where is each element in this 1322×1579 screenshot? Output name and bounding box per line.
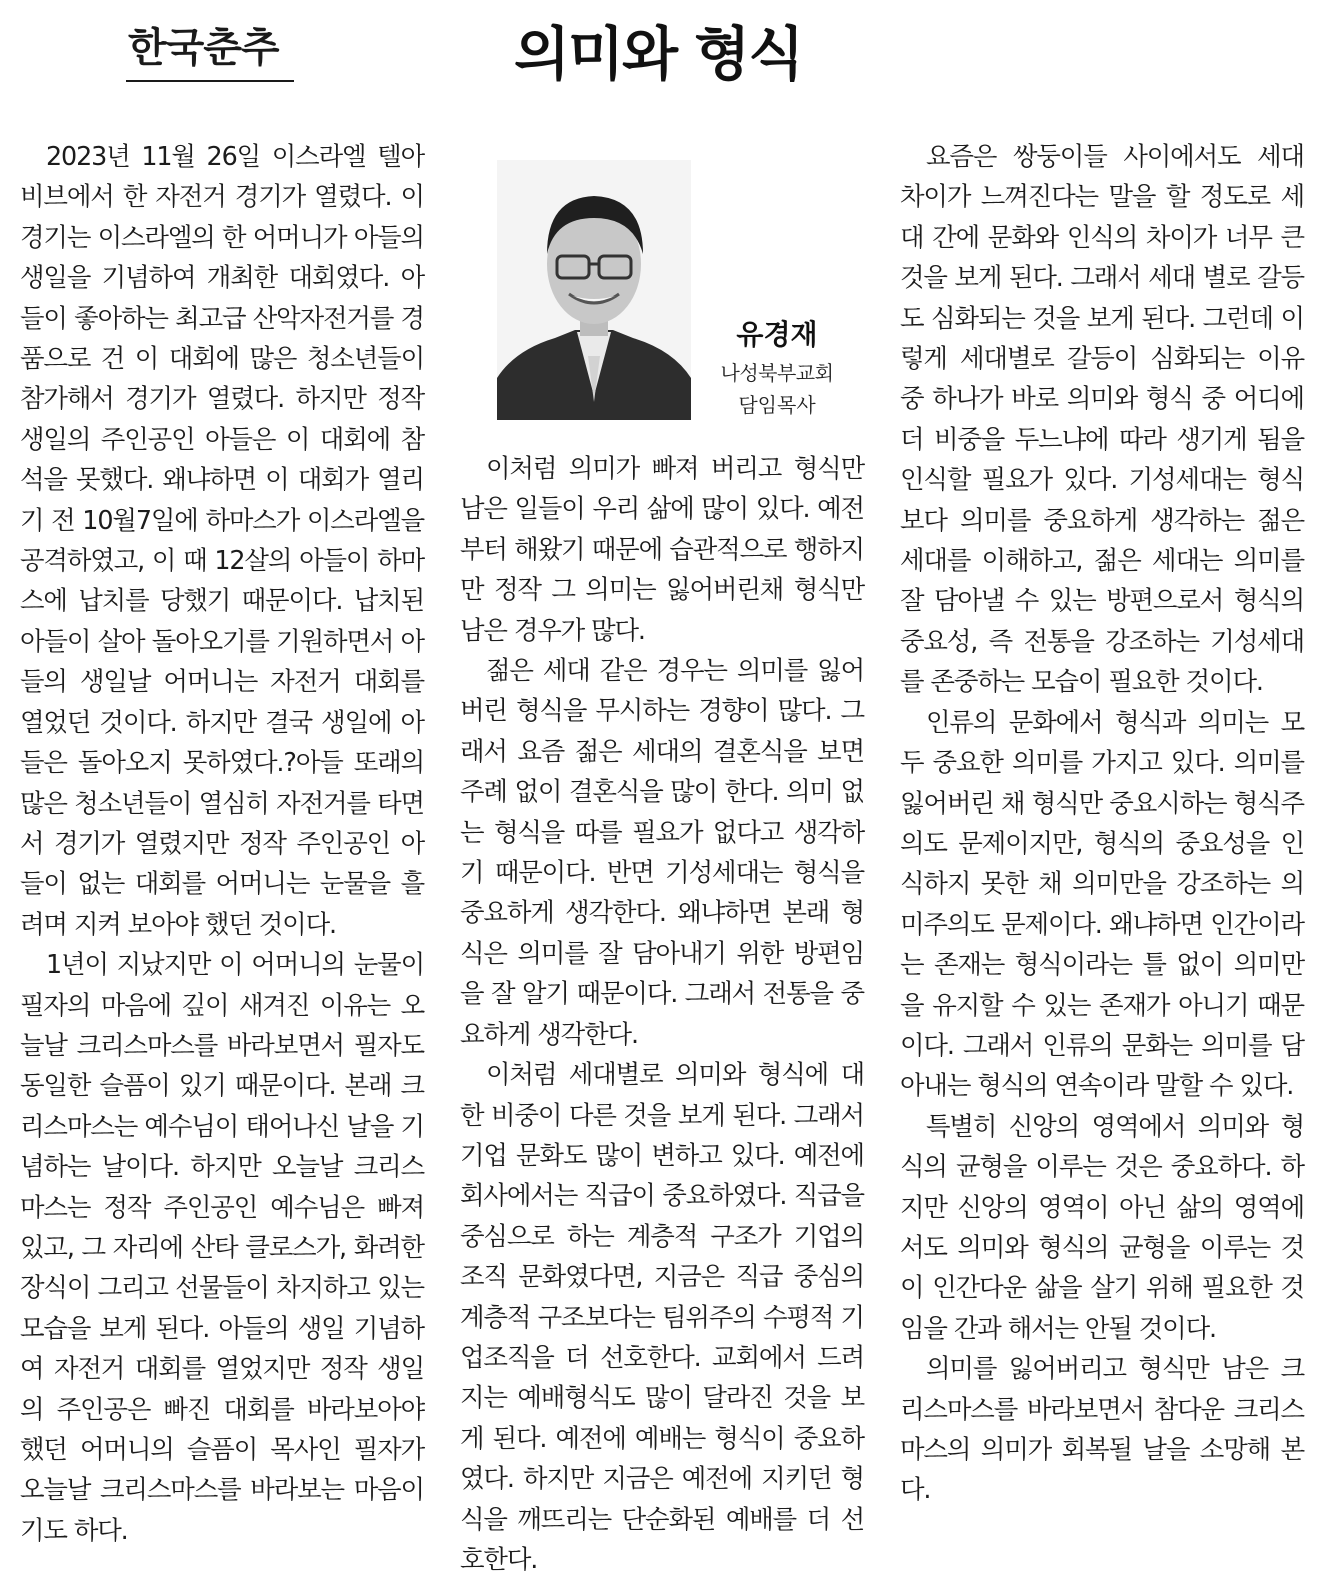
section-label: 한국춘추 xyxy=(128,25,279,71)
section-label-underline xyxy=(126,80,294,82)
column-2 xyxy=(460,448,864,1579)
column-3 xyxy=(900,136,1304,1510)
paragraph: 인류의 문화에서 형식과 의미는 모두 중요한 의미를 가지고 있다. 의미를 잃어버린 채 형식만 중요시하는 형식주의도 문제이지만, 형식의 중요성을 인식하지 못한 채 의미만을 강조하는 의미주의도 문제이다. 왜냐하면 인간이라는 존재는 형식이라는 틀 없이 의미만을 유지할 수 있는 존재가 아니기 때문이다. 그래서 인류의 문화는 의미를 담아내는 형식의 연속이라 말할 수 있다. xyxy=(900,706,1304,1101)
paragraph: 2023년 11월 26일 이스라엘 텔아비브에서 한 자전거 경기가 열렸다. 이 경기는 이스라엘의 한 어머니가 아들의 생일을 기념하여 개최한 대회였다. 아들이 좋아하는 최고급 산악자전거를 경품으로 건 이 대회에 많은 청소년들이 참가해서 경기가 열렸다. 하지만 정작 생일의 주인공인 아들은 이 대회에 참석을 못했다. 왜냐하면 이 대회가 열리기 전 10월7일에 하마스가 이스라엘을 공격하였고, 이 때 12살의 아들이 하마스에 납치를 당했기 때문이다. 납치된 아들이 살아 돌아오기를 기원하면서 아들의 생일날 어머니는 자전거 대회를 열었던 것이다. 하지만 결국 생일에 아들은 돌아오지 못하였다.?아들 또래의 많은 청소년들이 열심히 자전거를 타면서 경기가 열렸지만 정작 주인공인 아들이 없는 대회를 어머니는 눈물을 흘려며 지켜 보아야 했던 것이다. xyxy=(20,141,424,939)
article-title: 의미와 형식 xyxy=(514,20,803,88)
author-name: 유경재 xyxy=(736,318,818,351)
paragraph: 이처럼 세대별로 의미와 형식에 대한 비중이 다른 것을 보게 된다. 그래서 기업 문화도 많이 변하고 있다. 예전에 회사에서는 직급이 중요하였다. 직급을 중심으로 하는 계층적 구조가 기업의 조직 문화였다면, 지금은 직급 중심의 계층적 구조보다는 팀위주의 수평적 기업조직을 더 선호한다. 교회에서 드려지는 예배형식도 많이 달라진 것을 보게 된다. 예전에 예배는 형식이 중요하였다. 하지만 지금은 예전에 지키던 형식을 깨뜨리는 단순화된 예배를 더 선호한다. xyxy=(460,1059,864,1574)
paragraph: 특별히 신앙의 영역에서 의미와 형식의 균형을 이루는 것은 중요하다. 하지만 신앙의 영역이 아닌 삶의 영역에서도 의미와 형식의 균형을 이루는 것이 인간다운 삶을 살기 위해 필요한 것임을 간과 해서는 안될 것이다. xyxy=(900,1110,1304,1343)
paragraph: 이처럼 의미가 빠져 버리고 형식만 남은 일들이 우리 삶에 많이 있다. 예전 부터 해왔기 때문에 습관적으로 행하지만 정작 그 의미는 잃어버린채 형식만 남은 경우가 많다. xyxy=(460,453,864,645)
author-portrait-image xyxy=(497,160,691,420)
column-1 xyxy=(20,136,424,1550)
author-photo xyxy=(497,160,691,420)
paragraph: 의미를 잃어버리고 형식만 남은 크리스마스를 바라보면서 참다운 크리스마스의 의미가 회복될 날을 소망해 본다. xyxy=(900,1353,1304,1505)
author-church: 나성북부교회 xyxy=(720,361,834,385)
paragraph: 요즘은 쌍둥이들 사이에서도 세대 차이가 느껴진다는 말을 할 정도로 세대 간에 문화와 인식의 차이가 너무 큰 것을 보게 된다. 그래서 세대 별로 갈등도 심화되는 것을 보게 된다. 그런데 이렇게 세대별로 갈등이 심화되는 이유 중 하나가 바로 의미와 형식 중 어디에 더 비중을 두느냐에 따라 생기게 됨을 인식할 필요가 있다. 기성세대는 형식보다 의미를 중요하게 생각하는 젊은 세대를 이해하고, 젊은 세대는 의미를 잘 담아낼 수 있는 방편으로서 형식의 중요성, 즉 전통을 강조하는 기성세대를 존중하는 모습이 필요한 것이다. xyxy=(900,141,1304,697)
paragraph: 1년이 지났지만 이 어머니의 눈물이 필자의 마음에 깊이 새겨진 이유는 오늘날 크리스마스를 바라보면서 필자도 동일한 슬픔이 있기 때문이다. 본래 크리스마스는 예수님이 태어나신 날을 기념하는 날이다. 하지만 오늘날 크리스마스는 정작 주인공인 예수님은 빠져 있고, 그 자리에 산타 클로스가, 화려한 장식이 그리고 선물들이 차지하고 있는 모습을 보게 된다. 아들의 생일 기념하여 자전거 대회를 열었지만 정작 생일의 주인공은 빠진 대회를 바라보아야 했던 어머니의 슬픔이 목사인 필자가 오늘날 크리스마스를 바라보는 마음이기도 하다. xyxy=(20,949,424,1545)
author-position: 담임목사 xyxy=(738,393,816,417)
paragraph: 젊은 세대 같은 경우는 의미를 잃어버린 형식을 무시하는 경향이 많다. 그래서 요즘 젊은 세대의 결혼식을 보면 주례 없이 결혼식을 많이 한다. 의미 없는 형식을 따를 필요가 없다고 생각하기 때문이다. 반면 기성세대는 형식을 중요하게 생각한다. 왜냐하면 본래 형식은 의미를 잘 담아내기 위한 방편임을 잘 알기 때문이다. 그래서 전통을 중요하게 생각한다. xyxy=(460,655,864,1049)
